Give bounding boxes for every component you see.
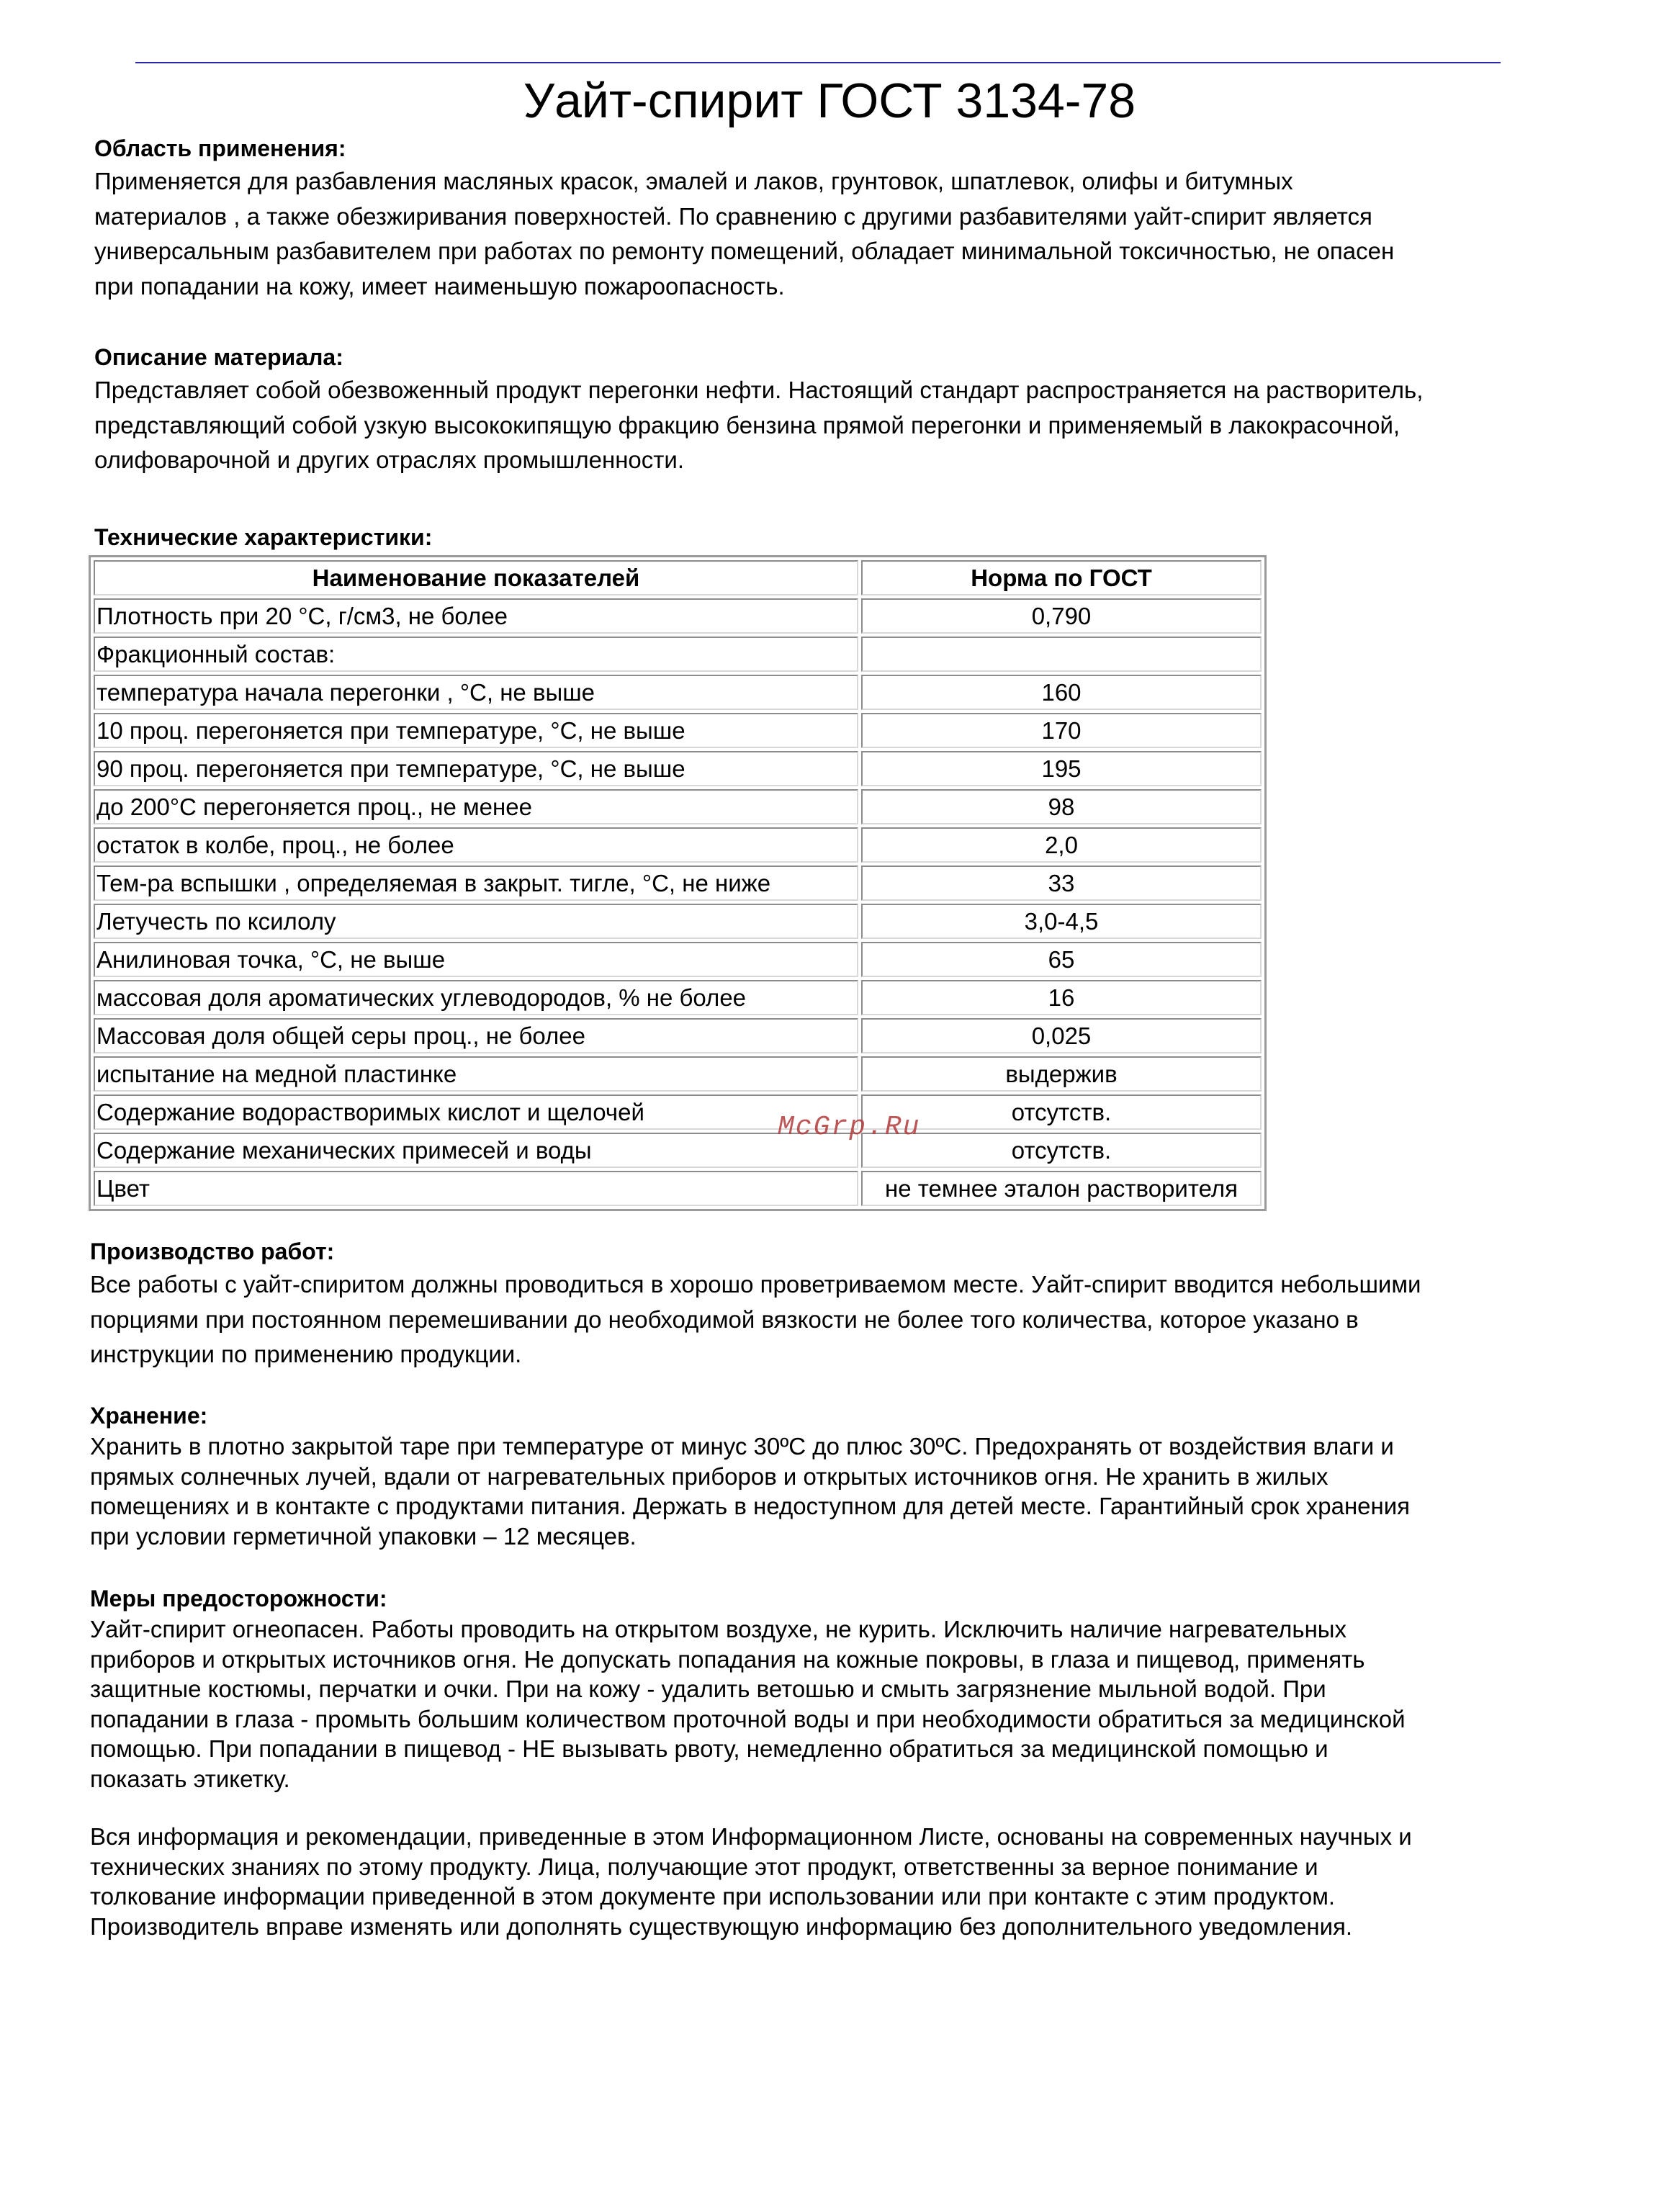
table-cell-value: выдержив: [861, 1056, 1262, 1092]
table-header-row: [94, 560, 1262, 595]
watermark: McGrp.Ru: [778, 1112, 921, 1143]
section-text: Все работы с уайт-спиритом должны проводиться в хорошо проветриваемом месте. Уайт-спирит вводится небольшими порциями при постоянном перемешивании до необходимой вязкости не более того количества, которое указано в инструкции по применению продукции.: [90, 1271, 1421, 1367]
table-row: [94, 866, 1262, 901]
table-row: [94, 637, 1262, 672]
table-row: [94, 980, 1262, 1015]
table-cell-parameter: Содержание механических примесей и воды: [94, 1133, 858, 1168]
table-cell-parameter: Анилиновая точка, °С, не выше: [94, 942, 858, 977]
table-row: [94, 1018, 1262, 1053]
top-divider: [135, 62, 1501, 63]
table-row: [94, 1171, 1262, 1206]
section-text: Вся информация и рекомендации, приведенные в этом Информационном Листе, основаны на современных научных и технических знаниях по этому продукту. Лица, получающие этот продукт, ответственны за верное понимание и толкование информации приведенной в этом документе при использовании или при контакте с этим продуктом. Производитель вправе изменять или дополнять существующую информацию без дополнительного уведомления.: [90, 1823, 1412, 1940]
section-heading: Технические характеристики:: [94, 524, 433, 550]
table-cell-value: 65: [861, 942, 1262, 977]
section-text: Уайт-спирит огнеопасен. Работы проводить на открытом воздухе, не курить. Исключить наличие нагревательных приборов и открытых источников огня. Не допускать попадания на кожные покровы, в глаза и пищевод, применять защитные костюмы, перчатки и очки. При на кожу - удалить ветошью и смыть загрязнение мыльной водой. При попадании в глаза - промыть большим количеством проточной воды и при необходимости обратиться за медицинской помощью. При попадании в пищевод - НЕ вызывать рвоту, немедленно обратиться за медицинской помощью и показать этикетку.: [90, 1616, 1406, 1792]
table-cell-parameter: Фракционный состав:: [94, 637, 858, 672]
table-cell-value: 195: [861, 751, 1262, 786]
table-cell-parameter: Летучесть по ксилолу: [94, 904, 858, 939]
specs-table: [89, 555, 1267, 1211]
section-specs: [94, 521, 1318, 553]
table-row: [94, 598, 1262, 634]
table-row: [94, 942, 1262, 977]
table-row: [94, 1094, 1262, 1130]
column-header: Норма по ГОСТ: [861, 560, 1262, 595]
table-cell-parameter: 90 проц. перегоняется при температуре, °С, не выше: [94, 751, 858, 786]
table-cell-parameter: испытание на медной пластинке: [94, 1056, 858, 1092]
section-disclaimer: [90, 1822, 1609, 1941]
table-cell-value: 0,025: [861, 1018, 1262, 1053]
section-text: Применяется для разбавления масляных красок, эмалей и лаков, грунтовок, шпатлевок, олифы и битумных материалов , а также обезжиривания поверхностей. По сравнению с другими разбавителями уайт-спирит является универсальным разбавителем при работах по ремонту помещений, обладает минимальной токсичностью, не опасен при попадании на кожу, имеет наименьшую пожароопасность.: [94, 168, 1395, 300]
table-cell-value: 16: [861, 980, 1262, 1015]
table-cell-value: 2,0: [861, 827, 1262, 863]
table-cell-value: отсутств.: [861, 1094, 1262, 1130]
table-row: [94, 1056, 1262, 1092]
table-cell-parameter: Содержание водорастворимых кислот и щелочей: [94, 1094, 858, 1130]
table-row: [94, 904, 1262, 939]
table-row: [94, 751, 1262, 786]
section-heading: Хранение:: [90, 1403, 208, 1429]
table-cell-value: 170: [861, 713, 1262, 748]
section-scope: [94, 132, 1606, 304]
table-row: [94, 713, 1262, 748]
section-heading: Меры предосторожности:: [90, 1586, 387, 1611]
table-cell-value: 160: [861, 675, 1262, 710]
section-description: [94, 341, 1606, 478]
table-cell-value: 98: [861, 789, 1262, 824]
table-cell-value: 0,790: [861, 598, 1262, 634]
table-cell-parameter: массовая доля ароматических углеводородов, % не более: [94, 980, 858, 1015]
table-cell-value: [861, 637, 1262, 672]
section-work: [90, 1236, 1609, 1372]
section-heading: Область применения:: [94, 135, 346, 161]
table-cell-parameter: Цвет: [94, 1171, 858, 1206]
table-cell-parameter: до 200°С перегоняется проц., не менее: [94, 789, 858, 824]
table-cell-value: 3,0-4,5: [861, 904, 1262, 939]
table-cell-parameter: Плотность при 20 °С, г/см3, не более: [94, 598, 858, 634]
table-cell-parameter: остаток в колбе, проц., не более: [94, 827, 858, 863]
section-storage: [90, 1400, 1609, 1551]
table-row: [94, 827, 1262, 863]
section-heading: Производство работ:: [90, 1238, 335, 1264]
page-title: Уайт-спирит ГОСТ 3134-78: [523, 73, 1136, 128]
table-row: [94, 789, 1262, 824]
table-cell-parameter: температура начала перегонки , °С, не выше: [94, 675, 858, 710]
table-cell-parameter: Тем-ра вспышки , определяемая в закрыт. тигле, °С, не ниже: [94, 866, 858, 901]
table-cell-parameter: 10 проц. перегоняется при температуре, °С, не выше: [94, 713, 858, 748]
section-heading: Описание материала:: [94, 344, 343, 370]
section-text: Хранить в плотно закрытой таре при температуре от минус 30ºС до плюс 30ºС. Предохранять от воздействия влаги и прямых солнечных лучей, вдали от нагревательных приборов и открытых источников огня. Не хранить в жилых помещениях и в контакте с продуктами питания. Держать в недоступном для детей месте. Гарантийный срок хранения при условии герметичной упаковки – 12 месяцев.: [90, 1433, 1411, 1550]
section-precautions: [90, 1583, 1609, 1794]
table-row: [94, 675, 1262, 710]
table-row: [94, 1133, 1262, 1168]
table-cell-value: не темнее эталон растворителя: [861, 1171, 1262, 1206]
table-cell-value: 33: [861, 866, 1262, 901]
section-text: Представляет собой обезвоженный продукт перегонки нефти. Настоящий стандарт распространяется на растворитель, представляющий собой узкую высококипящую фракцию бензина прямой перегонки и применяемый в лакокрасочной, олифоварочной и других отраслях промышленности.: [94, 377, 1424, 473]
column-header: Наименование показателей: [94, 560, 858, 595]
table-cell-value: отсутств.: [861, 1133, 1262, 1168]
table-cell-parameter: Массовая доля общей серы проц., не более: [94, 1018, 858, 1053]
